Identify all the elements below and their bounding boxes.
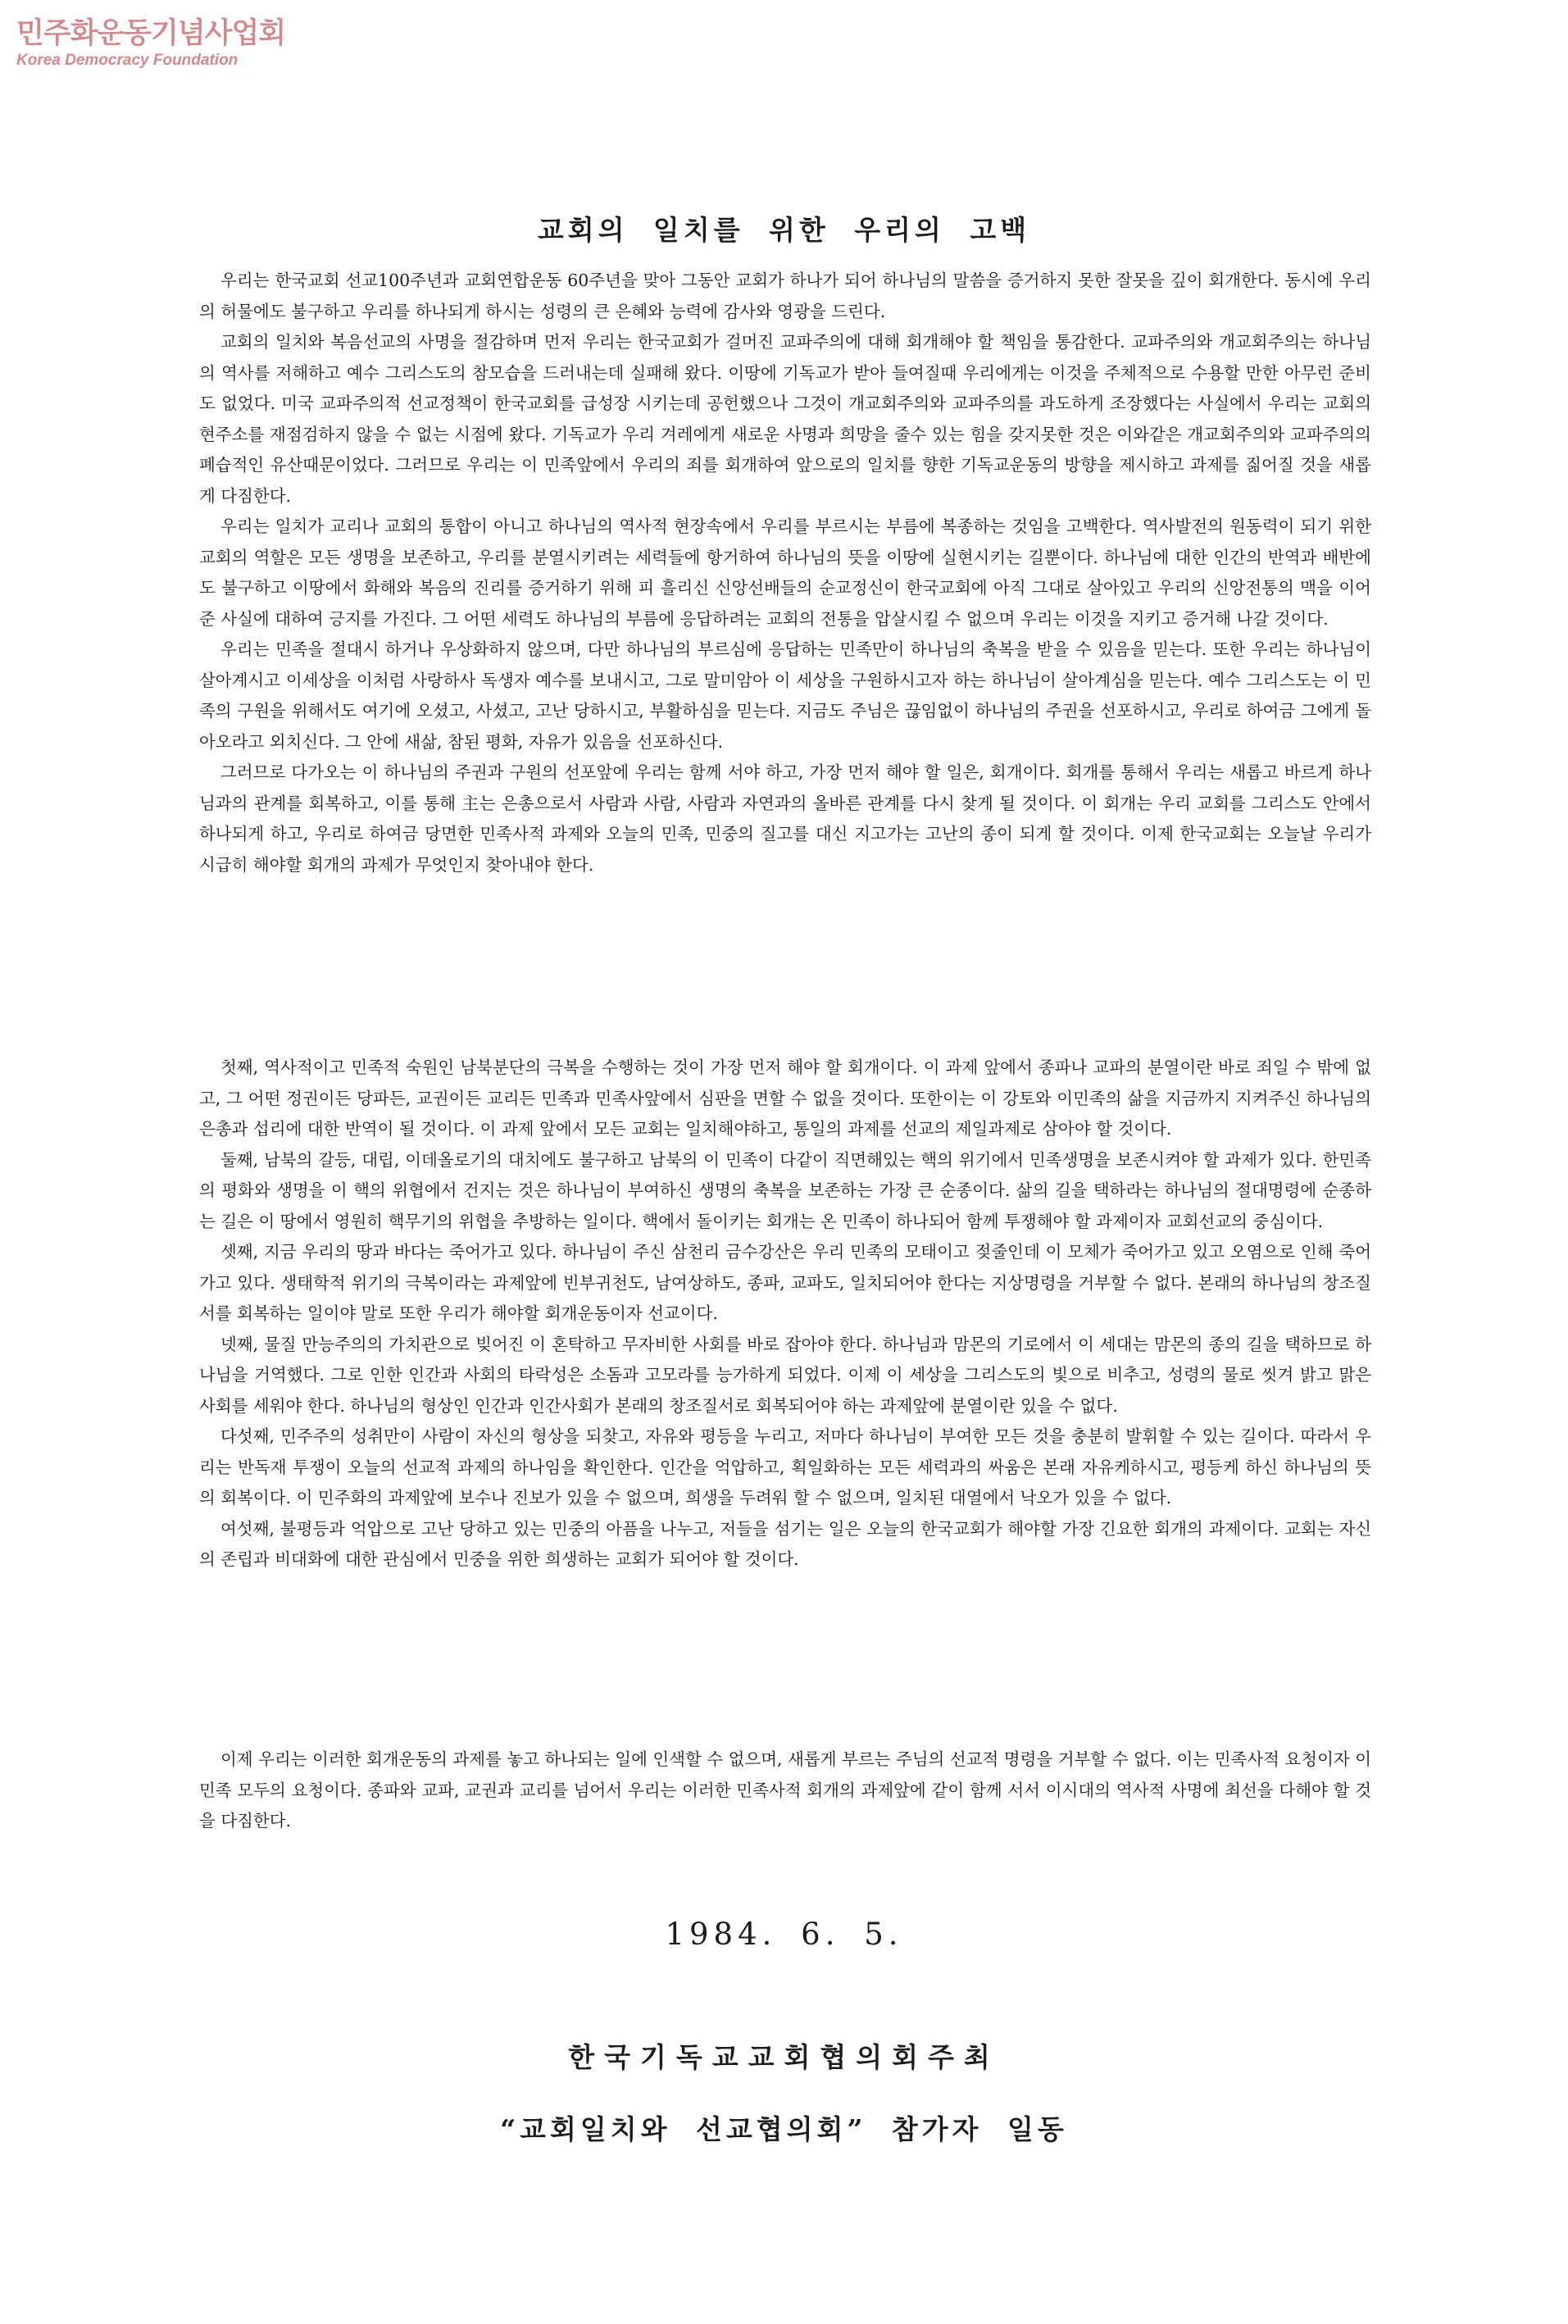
intro-paragraph: 그러므로 다가오는 이 하나님의 주권과 구원의 선포앞에 우리는 함께 서야 하고, 가장 먼저 해야 할 일은, 회개이다. 회개를 통해서 우리는 새롭고 바르게 하나님과의 관계를 회복하고, 이를 통해 主는 은총으로서 사람과 사람, 사람과 자연과의 올바른 관계를 다시 찾게 될 것이다. 이 회개는 우리 교회를 그리스도 안에서 하나되게 하고, 우리로 하여금 당면한 민족사적 과제와 오늘의 민족, 민중의 질고를 대신 지고가는 고난의 종이 되게 할 것이다. 이제 한국교회는 오늘날 우리가 시급히 해야할 회개의 과제가 무엇인지 찾아내야 한다. [199, 762, 1371, 875]
foundation-logo [16, 16, 286, 74]
point-paragraph-2: 둘째, 남북의 갈등, 대립, 이데올로기의 대치에도 불구하고 남북의 이 민족이 다같이 직면해있는 핵의 위기에서 민족생명을 보존시켜야 할 과제가 있다. 한민족의 평화와 생명을 이 핵의 위협에서 건지는 것은 하나님이 부여하신 생명의 축복을 보존하는 가장 큰 순종이다. 삶의 길을 택하라는 하나님의 절대명령에 순종하는 길은 이 땅에서 영원히 핵무기의 위협을 추방하는 일이다. 핵에서 돌이키는 회개는 온 민족이 하나되어 함께 투쟁해야 할 과제이자 교회선교의 중심이다. [199, 1149, 1371, 1231]
point-paragraph-3: 셋째, 지금 우리의 땅과 바다는 죽어가고 있다. 하나님이 주신 삼천리 금수강산은 우리 민족의 모태이고 젖줄인데 이 모체가 죽어가고 있고 오염으로 인해 죽어가고 있다. 생태학적 위기의 극복이라는 과제앞에 빈부귀천도, 남여상하도, 종파, 교파도, 일치되어야 한다는 지상명령을 거부할 수 없다. 본래의 하나님의 창조질서를 회복하는 일이야 말로 또한 우리가 해야할 회개운동이자 선교이다. [199, 1242, 1371, 1323]
point-paragraph-4: 넷째, 물질 만능주의의 가치관으로 빚어진 이 혼탁하고 무자비한 사회를 바로 잡아야 한다. 하나님과 맘몬의 기로에서 이 세대는 맘몬의 종의 길을 택하므로 하나님을 거역했다. 그로 인한 인간과 사회의 타락성은 소돔과 고모라를 능가하게 되었다. 이제 이 세상을 그리스도의 빛으로 비추고, 성령의 물로 씻겨 밝고 맑은 사회를 세워야 한다. 하나님의 형상인 인간과 인간사회가 본래의 창조질서로 회복되어야 하는 과제앞에 분열이란 있을 수 없다. [199, 1334, 1371, 1416]
intro-paragraph: 우리는 민족을 절대시 하거나 우상화하지 않으며, 다만 하나님의 부르심에 응답하는 민족만이 하나님의 축복을 받을 수 있음을 믿는다. 또한 우리는 하나님이 살아계시고 이세상을 이처럼 사랑하사 독생자 예수를 보내시고, 그로 말미암아 이 세상을 구원하시고자 하는 하나님이 살아계심을 믿는다. 예수 그리스도는 이 민족의 구원을 위해서도 여기에 오셨고, 사셨고, 고난 당하시고, 부활하심을 믿는다. 지금도 주님은 끊임없이 하나님의 주권을 선포하시고, 우리로 하여금 그에게 돌아오라고 외치신다. 그 안에 새삶, 참된 평화, 자유가 있음을 선포하신다. [199, 639, 1371, 752]
participants-line: “교회일치와 선교협의회” 참가자 일동 [500, 2113, 1068, 2145]
repentance-points-section [199, 1053, 1371, 1576]
closing-section [199, 1744, 1371, 1837]
intro-section [199, 266, 1371, 880]
document-date: 1984. 6. 5. [665, 1917, 903, 1952]
intro-paragraph: 우리는 한국교회 선교100주년과 교회연합운동 60주년을 맞아 그동안 교회가 하나가 되어 하나님의 말씀을 증거하지 못한 잘못을 깊이 회개한다. 동시에 우리의 허물에도 불구하고 우리를 하나되게 하시는 성령의 큰 은혜와 능력에 감사와 영광을 드린다. [199, 271, 1371, 321]
logo-english-text: Korea Democracy Foundation [16, 52, 239, 69]
intro-paragraph: 교회의 일치와 복음선교의 사명을 절감하며 먼저 우리는 한국교회가 걸머진 교파주의에 대해 회개해야 할 책임을 통감한다. 교파주의와 개교회주의는 하나님의 역사를 저해하고 예수 그리스도의 참모습을 드러내는데 실패해 왔다. 이땅에 기독교가 받아 들여질때 우리에게는 이것을 주체적으로 수용할 만한 아무런 준비도 없었다. 미국 교파주의적 선교정책이 한국교회를 급성장 시키는데 공헌했으나 그것이 개교회주의와 교파주의를 과도하게 조장했다는 사실에서 우리는 교회의 현주소를 재점검하지 않을 수 없는 시점에 왔다. 기독교가 우리 겨레에게 새로운 사명과 희망을 줄수 있는 힘을 갖지못한 것은 이와같은 개교회주의와 교파주의의 폐습적인 유산때문이었다. 그러므로 우리는 이 민족앞에서 우리의 죄를 회개하여 앞으로의 일치를 향한 기독교운동의 방향을 제시하고 과제를 짊어질 것을 새롭게 다짐한다. [199, 332, 1371, 506]
point-paragraph-1: 첫째, 역사적이고 민족적 숙원인 남북분단의 극복을 수행하는 것이 가장 먼저 해야 할 회개이다. 이 과제 앞에서 종파나 교파의 분열이란 바로 죄일 수 밖에 없고, 그 어떤 정권이든 당파든, 교권이든 교리든 민족과 민족사앞에서 심판을 면할 수 없을 것이다. 또한이는 이 강토와 이민족의 삶을 지금까지 지켜주신 하나님의 은총과 섭리에 대한 반역이 될 것이다. 이 과제 앞에서 모든 교회는 일치해야하고, 통일의 과제를 선교의 제일과제로 삼아야 할 것이다. [199, 1057, 1372, 1139]
organizer-line: 한국기독교교회협의회주최 [568, 2041, 1000, 2073]
document-title: 교회의 일치를 위한 우리의 고백 [537, 214, 1031, 246]
point-paragraph-6: 여섯째, 불평등과 억압으로 고난 당하고 있는 민중의 아픔을 나누고, 저들을 섬기는 일은 오늘의 한국교회가 해야할 가장 긴요한 회개의 과제이다. 교회는 자신의 존립과 비대화에 대한 관심에서 민중을 위한 희생하는 교회가 되어야 할 것이다. [199, 1518, 1371, 1569]
logo-korean-text: 민주화운동기념사업회 [16, 17, 286, 50]
intro-paragraph: 우리는 일치가 교리나 교회의 통합이 아니고 하나님의 역사적 현장속에서 우리를 부르시는 부름에 복종하는 것임을 고백한다. 역사발전의 원동력이 되기 위한 교회의 역할은 모든 생명을 보존하고, 우리를 분열시키려는 세력들에 항거하여 하나님의 뜻을 이땅에 실현시키는 길뿐이다. 하나님에 대한 인간의 반역과 배반에도 불구하고 이땅에서 화해와 복음의 진리를 증거하기 위해 피 흘리신 신앙선배들의 순교정신이 한국교회에 아직 그대로 살아있고 우리의 신앙전통의 맥을 이어준 사실에 대하여 긍지를 가진다. 그 어떤 세력도 하나님의 부름에 응답하려는 교회의 전통을 압살시킬 수 없으며 우리는 이것을 지키고 증거해 나갈 것이다. [199, 516, 1371, 629]
closing-paragraph: 이제 우리는 이러한 회개운동의 과제를 놓고 하나되는 일에 인색할 수 없으며, 새롭게 부르는 주님의 선교적 명령을 거부할 수 없다. 이는 민족사적 요청이자 이 민족 모두의 요청이다. 종파와 교파, 교권과 교리를 넘어서 우리는 이러한 민족사적 회개의 과제앞에 같이 함께 서서 이시대의 역사적 사명에 최선을 다해야 할 것을 다짐한다. [199, 1749, 1372, 1831]
point-paragraph-5: 다섯째, 민주주의 성취만이 사람이 자신의 형상을 되찾고, 자유와 평등을 누리고, 저마다 하나님이 부여한 모든 것을 충분히 발휘할 수 있는 길이다. 따라서 우리는 반독재 투쟁이 오늘의 선교적 과제의 하나임을 확인한다. 인간을 억압하고, 획일화하는 모든 세력과의 싸움은 본래 자유케하시고, 평등케 하신 하나님의 뜻의 회복이다. 이 민주화의 과제앞에 보수나 진보가 있을 수 없으며, 희생을 두려워 할 수 없으며, 일치된 대열에서 낙오가 있을 수 없다. [199, 1426, 1371, 1508]
